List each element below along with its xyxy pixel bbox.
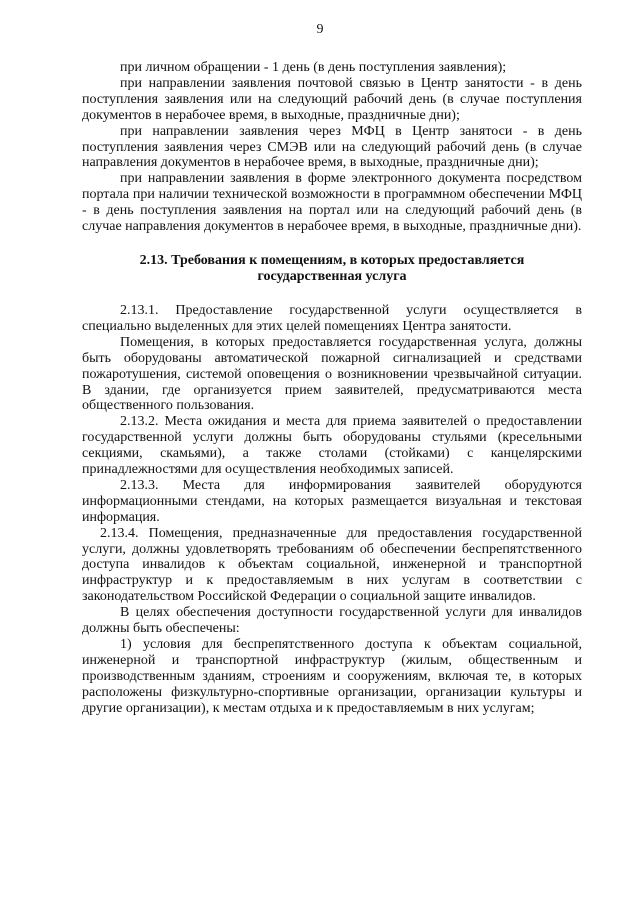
document-body xyxy=(82,60,582,717)
paragraph: 2.13.2. Места ожидания и места для приема заявителей о предоставлении государственной услуги должны быть оборудованы стульями (кресельными секциями, скамьями), а также столами (стойками) с канцелярскими принадлежностями для осуществления необходимых записей. xyxy=(82,414,582,478)
paragraph: при направлении заявления через МФЦ в Центр занятоси - в день поступления заявления через СМЭВ или на следующий рабочий день (в случае направления документов в нерабочее время, в выходные, праздничные дни); xyxy=(82,123,582,171)
paragraph: при направлении заявления в форме электронного документа посредством портала при наличии технической возможности в программном обеспечении МФЦ - в день поступления заявления на портал или на следующий рабочий день (в случае направления документов в нерабочее время, в выходные, праздничные дни). xyxy=(82,171,582,235)
paragraph: 2.13.3. Места для информирования заявителей оборудуются информационными стендами, на которых размещается визуальная и текстовая информация. xyxy=(82,477,582,525)
section-heading: 2.13. Требования к помещениям, в которых предоставляется государственная услуга xyxy=(139,252,525,284)
paragraph: при направлении заявления почтовой связью в Центр занятости - в день поступления заявления или на следующий рабочий день (в случае поступления документов в нерабочее время, в выходные, праздничные дни); xyxy=(82,75,582,123)
paragraph: Помещения, в которых предоставляется государственная услуга, должны быть оборудованы автоматической пожарной сигнализацией и средствами пожаротушения, системой оповещения о возникновении чрезвычайной ситуации. В здании, где организуется прием заявителей, предусматриваются места общественного пользования. xyxy=(82,334,582,414)
paragraph: при личном обращении - 1 день (в день поступления заявления); xyxy=(120,60,507,75)
page-number: 9 xyxy=(316,22,324,37)
paragraph: 2.13.4. Помещения, предназначенные для предоставления государственной услуги, должны удовлетворять требованиям об обеспечении беспрепятственного доступа инвалидов к объектам социальной, инженерной и транспортной инфраструктур и к предоставляемым в них услугам в соответствии с законодательством Российской Федерации о социальной защите инвалидов. xyxy=(82,525,582,605)
paragraph: 1) условия для беспрепятственного доступа к объектам социальной, инженерной и транспортной инфраструктур (жилым, общественным и производственным зданиям, строениям и сооружениям, включая те, в которых расположены физкультурно-спортивные организации, организации культуры и другие организации), к местам отдыха и к предоставляемым в них услугам; xyxy=(82,637,582,716)
paragraph: В целях обеспечения доступности государственной услуги для инвалидов должны быть обеспечены: xyxy=(82,605,582,637)
paragraph: 2.13.1. Предоставление государственной услуги осуществляется в специально выделенных для этих целей помещениях Центра занятости. xyxy=(82,302,582,334)
